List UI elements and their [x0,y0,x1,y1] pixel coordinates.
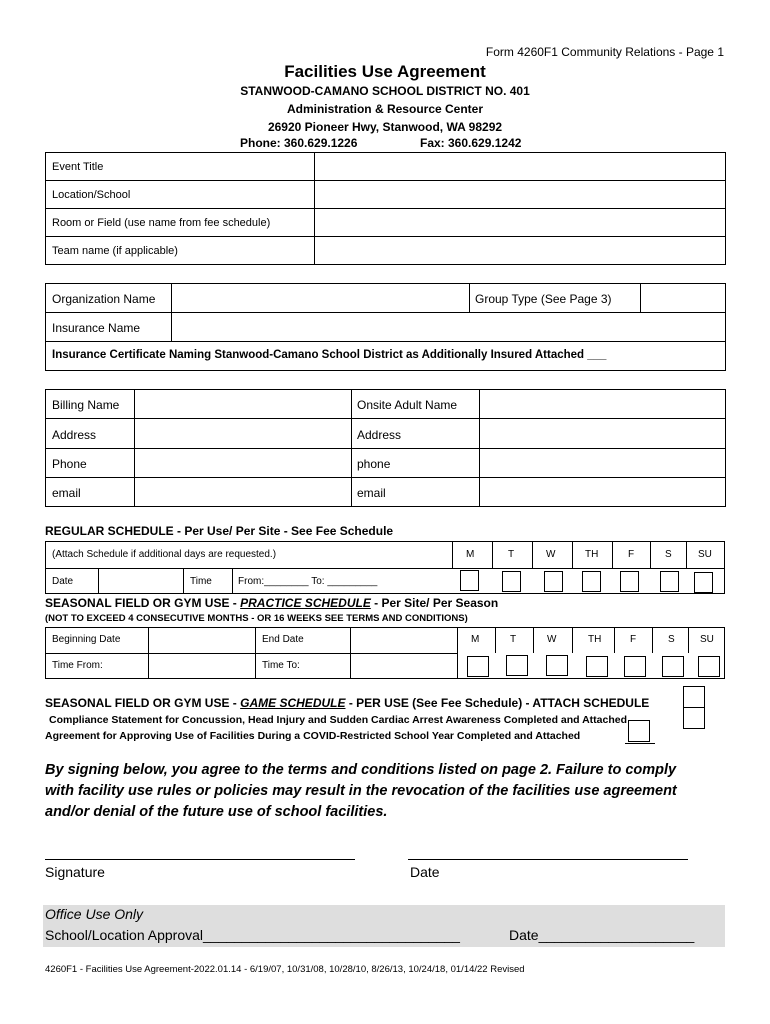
billing-name-field[interactable] [136,391,349,417]
onsite-adult-name-field[interactable] [481,391,724,417]
regular-checkbox-su[interactable] [694,572,713,593]
group-type-field[interactable] [642,285,724,311]
regular-from-to: From:________ To: _________ [238,576,378,587]
insurance-certificate-statement: Insurance Certificate Naming Stanwood-Camano School District as Additionally Insured Attached ___ [52,349,607,361]
signature-date-line[interactable] [408,859,688,860]
seasonal-practice-heading: SEASONAL FIELD OR GYM USE - PRACTICE SCHEDULE - Per Site/ Per Season [45,596,499,610]
time-from-label: Time From: [52,660,103,671]
billing-email-label: email [52,486,81,500]
billing-phone-label: Phone [52,457,87,471]
page-title: Facilities Use Agreement [284,62,486,81]
seasonal-game-heading: SEASONAL FIELD OR GYM USE - GAME SCHEDULE - PER USE (See Fee Schedule) - ATTACH SCHEDULE [45,696,650,710]
insurance-name-field[interactable] [173,314,724,340]
onsite-email-label: email [357,486,386,500]
compliance-checkbox[interactable] [683,707,705,729]
time-to-field[interactable] [352,655,456,677]
agreement-text-line-2: with facility use rules or policies may result in the revocation of the facilities use agreement [45,783,677,799]
organization-name-label: Organization Name [52,292,156,306]
practice-day-label-w: W [547,634,557,645]
billing-address-field[interactable] [136,420,349,447]
school-location-approval: School/Location Approval_________________________________ [45,927,460,943]
day-label-m: M [466,549,475,560]
room-field-label: Room or Field (use name from fee schedule) [52,217,271,229]
practice-day-label-m: M [471,634,480,645]
regular-checkbox-th[interactable] [582,571,601,592]
practice-day-label-s: S [668,634,675,645]
regular-checkbox-w[interactable] [544,571,563,592]
day-label-s: S [665,549,672,560]
time-from-field[interactable] [150,655,254,677]
regular-checkbox-m[interactable] [460,570,479,591]
covid-agreement-statement: Agreement for Approving Use of Facilities During a COVID-Restricted School Year Completed and Attached [45,730,581,742]
regular-schedule-note: (Attach Schedule if additional days are requested.) [52,549,277,560]
day-label-f: F [628,549,635,560]
beginning-date-field[interactable] [150,629,254,652]
covid-agreement-checkbox[interactable] [628,720,650,742]
signature-line[interactable] [45,859,355,860]
regular-checkbox-t[interactable] [502,571,521,592]
center-name: Administration & Resource Center [286,102,484,116]
regular-time-label: Time [190,576,212,587]
attach-schedule-checkbox[interactable] [683,686,705,708]
practice-checkbox-t[interactable] [506,655,528,676]
beginning-date-label: Beginning Date [52,634,121,645]
billing-email-field[interactable] [136,479,349,505]
team-name-label: Team name (if applicable) [52,245,178,257]
end-date-label: End Date [262,634,304,645]
event-title-label: Event Title [52,161,104,173]
billing-address-label: Address [52,428,97,442]
office-use-title: Office Use Only [45,906,144,922]
district-fax: Fax: 360.629.1242 [420,136,522,150]
onsite-email-field[interactable] [481,479,724,505]
organization-name-field[interactable] [173,285,467,311]
practice-checkbox-w[interactable] [546,655,568,676]
location-school-field[interactable] [316,182,724,207]
practice-checkbox-m[interactable] [467,656,489,677]
practice-day-label-t: T [510,634,517,645]
insurance-name-label: Insurance Name [52,321,141,335]
regular-schedule-heading: REGULAR SCHEDULE - Per Use/ Per Site - See Fee Schedule [45,524,394,538]
practice-checkbox-su[interactable] [698,656,720,677]
practice-checkbox-s[interactable] [662,656,684,677]
time-to-label: Time To: [262,660,300,671]
practice-day-label-su: SU [700,634,714,645]
onsite-adult-name-label: Onsite Adult Name [357,398,458,412]
practice-day-label-f: F [630,634,637,645]
form-reference: Form 4260F1 Community Relations - Page 1 [485,45,724,59]
regular-checkbox-f[interactable] [620,571,639,592]
billing-phone-field[interactable] [136,450,349,476]
signature-date-label: Date [410,864,440,880]
revision-footer: 4260F1 - Facilities Use Agreement-2022.01.14 - 6/19/07, 10/31/08, 10/28/10, 8/26/13, 10/24/18, 01/14/22 Revised [45,964,525,975]
office-approval-date: Date____________________ [509,927,695,943]
room-field-field[interactable] [316,210,724,235]
day-label-w: W [546,549,556,560]
agreement-text-line-3: and/or denial of the future use of school facilities. [45,804,388,820]
team-name-field[interactable] [316,238,724,263]
onsite-address-field[interactable] [481,420,724,447]
practice-day-label-th: TH [588,634,602,645]
regular-checkbox-s[interactable] [660,571,679,592]
day-label-th: TH [585,549,599,560]
district-name: STANWOOD-CAMANO SCHOOL DISTRICT NO. 401 [240,84,530,98]
practice-checkbox-th[interactable] [586,656,608,677]
district-phone: Phone: 360.629.1226 [240,136,358,150]
day-label-su: SU [698,549,712,560]
onsite-address-label: Address [357,428,402,442]
group-type-label: Group Type (See Page 3) [475,292,612,306]
day-label-t: T [508,549,515,560]
practice-checkbox-f[interactable] [624,656,646,677]
agreement-text-line-1: By signing below, you agree to the terms and conditions listed on page 2. Failure to comply [45,762,677,778]
event-title-field[interactable] [316,154,724,179]
onsite-phone-label: phone [357,457,391,471]
district-address: 26920 Pioneer Hwy, Stanwood, WA 98292 [267,120,503,134]
regular-date-label: Date [52,576,74,587]
seasonal-practice-note: (NOT TO EXCEED 4 CONSECUTIVE MONTHS - OR 16 WEEKS SEE TERMS AND CONDITIONS) [45,613,468,624]
regular-date-field[interactable] [100,570,182,592]
compliance-statement: Compliance Statement for Concussion, Head Injury and Sudden Cardiac Arrest Awareness Completed and Attached [49,714,628,726]
onsite-phone-field[interactable] [481,450,724,476]
signature-label: Signature [45,864,105,880]
location-school-label: Location/School [52,189,131,201]
billing-name-label: Billing Name [52,398,120,412]
end-date-field[interactable] [352,629,456,652]
